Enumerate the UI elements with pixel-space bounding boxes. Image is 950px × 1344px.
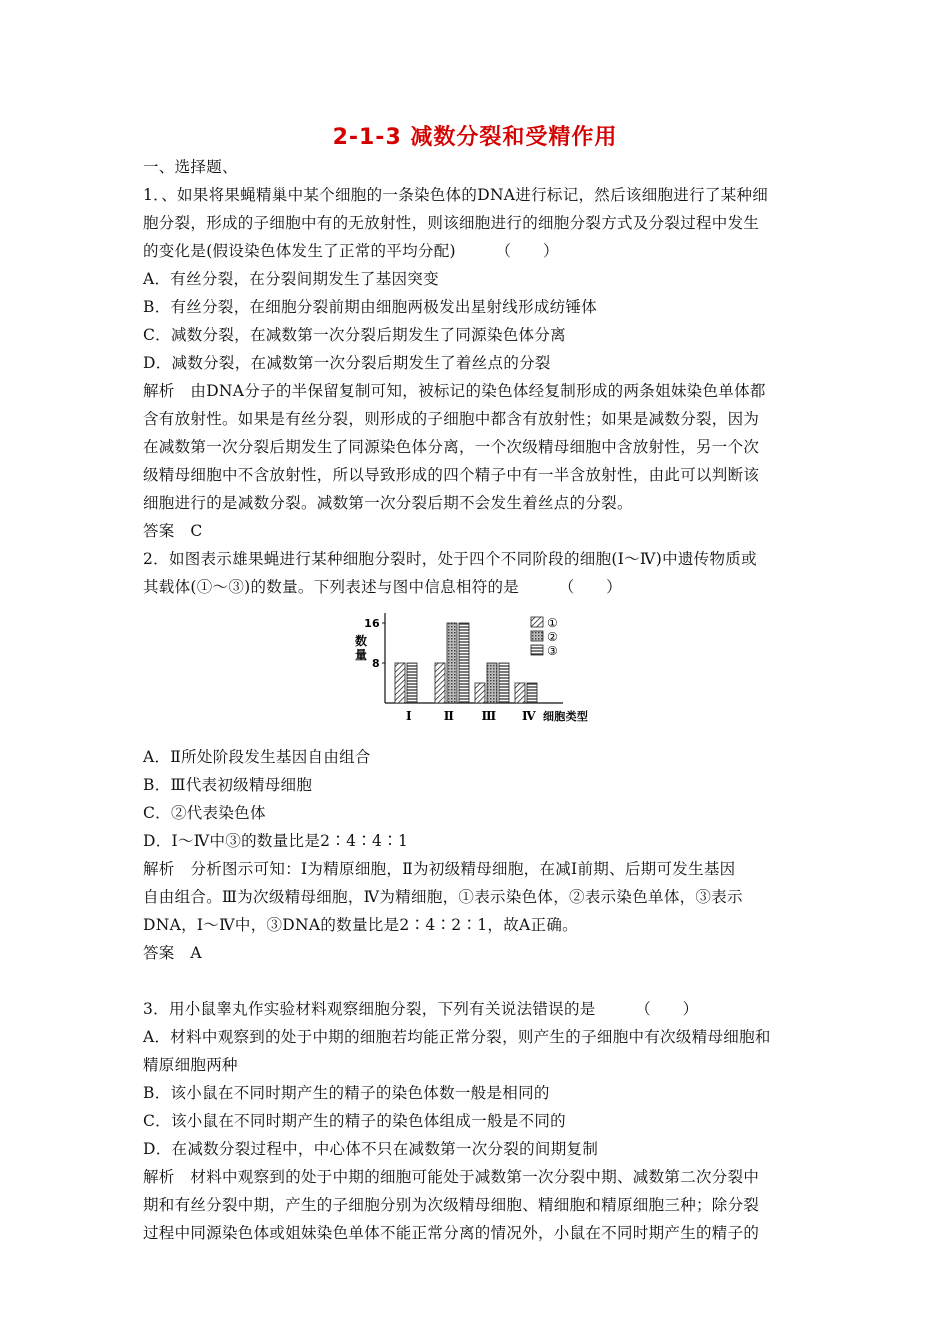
q3-explanation-line: 期和有丝分裂中期，产生的子细胞分别为次级精母细胞、精细胞和精原细胞三种；除分裂 — [143, 1196, 760, 1214]
q3-option-a: A．材料中观察到的处于中期的细胞若均能正常分裂，则产生的子细胞中有次级精母细胞和 — [143, 1028, 771, 1046]
q2-stem-line: 其载体(①～③)的数量。下列表述与图中信息相符的是 （ ） — [143, 578, 622, 596]
page-title: 2-1-3 减数分裂和受精作用 — [332, 125, 618, 150]
q1-explanation-line: 解析 由DNA分子的半保留复制可知，被标记的染色体经复制形成的两条姐妹染色单体都 — [143, 382, 766, 400]
bar — [447, 623, 457, 703]
q2-option-c: C．②代表染色体 — [143, 804, 266, 822]
bar — [499, 663, 509, 703]
q2-option-d: D．Ⅰ～Ⅳ中③的数量比是2∶4∶4∶1 — [143, 832, 409, 850]
bar — [407, 663, 417, 703]
q2-answer: 答案 A — [143, 944, 202, 962]
bar — [435, 663, 445, 703]
q3-explanation-line: 过程中同源染色体或姐妹染色单体不能正常分离的情况外，小鼠在不同时期产生的精子的 — [143, 1224, 760, 1242]
bar — [475, 683, 485, 703]
legend-label: ① — [547, 616, 559, 630]
y-tick-label: 16 — [364, 617, 380, 630]
q1-stem-line: 的变化是(假设染色体发生了正常的平均分配) （ ） — [143, 242, 559, 260]
bar — [459, 623, 469, 703]
q1-option-c: C．减数分裂，在减数第一次分裂后期发生了同源染色体分离 — [143, 326, 566, 344]
q1-explanation-line: 级精母细胞中不含放射性，所以导致形成的四个精子中有一半含放射性，由此可以判断该 — [143, 466, 760, 484]
q2-explanation-line: 解析 分析图示可知：Ⅰ为精原细胞，Ⅱ为初级精母细胞，在减Ⅰ前期、后期可发生基因 — [143, 860, 736, 878]
bar — [527, 683, 537, 703]
x-tick-label: Ⅰ — [406, 709, 412, 723]
q2-stem-line: 2．如图表示雄果蝇进行某种细胞分裂时，处于四个不同阶段的细胞(Ⅰ～Ⅳ)中遗传物质或 — [143, 550, 757, 568]
bar — [487, 663, 497, 703]
q3-option-b: B．该小鼠在不同时期产生的精子的染色体数一般是相同的 — [143, 1084, 550, 1102]
x-tick-label: Ⅳ — [522, 709, 536, 723]
q1-explanation-line: 细胞进行的是减数分裂。减数第一次分裂后期不会发生着丝点的分裂。 — [143, 494, 633, 512]
x-tick-label: Ⅱ — [443, 709, 455, 723]
document-body — [143, 153, 811, 1247]
q3-explanation-line: 解析 材料中观察到的处于中期的细胞可能处于减数第一次分裂中期、减数第二次分裂中 — [143, 1168, 760, 1186]
bar — [515, 683, 525, 703]
x-axis-label: 细胞类型 — [543, 710, 589, 723]
q3-option-c: C．该小鼠在不同时期产生的精子的染色体组成一般是不同的 — [143, 1112, 566, 1130]
legend-swatch — [531, 631, 543, 641]
q3-option-a-cont: 精原细胞两种 — [143, 1056, 238, 1074]
q1-option-a: A．有丝分裂，在分裂间期发生了基因突变 — [143, 270, 439, 288]
legend-swatch — [531, 617, 543, 627]
legend-label: ② — [547, 630, 559, 644]
bar-chart — [143, 605, 811, 739]
q2-explanation-line: DNA，Ⅰ～Ⅳ中，③DNA的数量比是2∶4∶2∶1，故A正确。 — [143, 916, 578, 934]
q2-option-b: B．Ⅲ代表初级精母细胞 — [143, 776, 313, 794]
q1-stem-line: 1．、如果将果蝇精巢中某个细胞的一条染色体的DNA进行标记，然后该细胞进行了某种细 — [143, 186, 769, 204]
bar-chart-svg — [343, 605, 613, 739]
q1-explanation-line: 含有放射性。如果是有丝分裂，则形成的子细胞中都含有放射性；如果是减数分裂，因为 — [143, 410, 760, 428]
y-axis-label: 量 — [355, 648, 368, 662]
q3-option-d: D．在减数分裂过程中，中心体不只在减数第一次分裂的间期复制 — [143, 1140, 599, 1158]
q1-option-d: D．减数分裂，在减数第一次分裂后期发生了着丝点的分裂 — [143, 354, 551, 372]
x-tick-label: Ⅲ — [481, 709, 497, 723]
q1-explanation-line: 在减数第一次分裂后期发生了同源染色体分离，一个次级精母细胞中含放射性，另一个次 — [143, 438, 760, 456]
legend-swatch — [531, 645, 543, 655]
q2-explanation-line: 自由组合。Ⅲ为次级精母细胞，Ⅳ为精细胞，①表示染色体，②表示染色单体，③表示 — [143, 888, 743, 906]
q3-stem-line: 3．用小鼠睾丸作实验材料观察细胞分裂，下列有关说法错误的是 （ ） — [143, 1000, 699, 1018]
legend-label: ③ — [547, 644, 559, 658]
q1-answer: 答案 C — [143, 522, 203, 540]
q1-option-b: B．有丝分裂，在细胞分裂前期由细胞两极发出星射线形成纺锤体 — [143, 298, 598, 316]
bar — [395, 663, 405, 703]
y-tick-label: 8 — [372, 657, 380, 670]
q2-option-a: A．Ⅱ所处阶段发生基因自由组合 — [143, 748, 371, 766]
q1-stem-line: 胞分裂，形成的子细胞中有的无放射性，则该细胞进行的细胞分裂方式及分裂过程中发生 — [143, 214, 760, 232]
section-heading: 一、选择题、 — [143, 158, 238, 176]
y-axis-label: 数 — [355, 634, 368, 648]
spacer — [143, 967, 811, 995]
